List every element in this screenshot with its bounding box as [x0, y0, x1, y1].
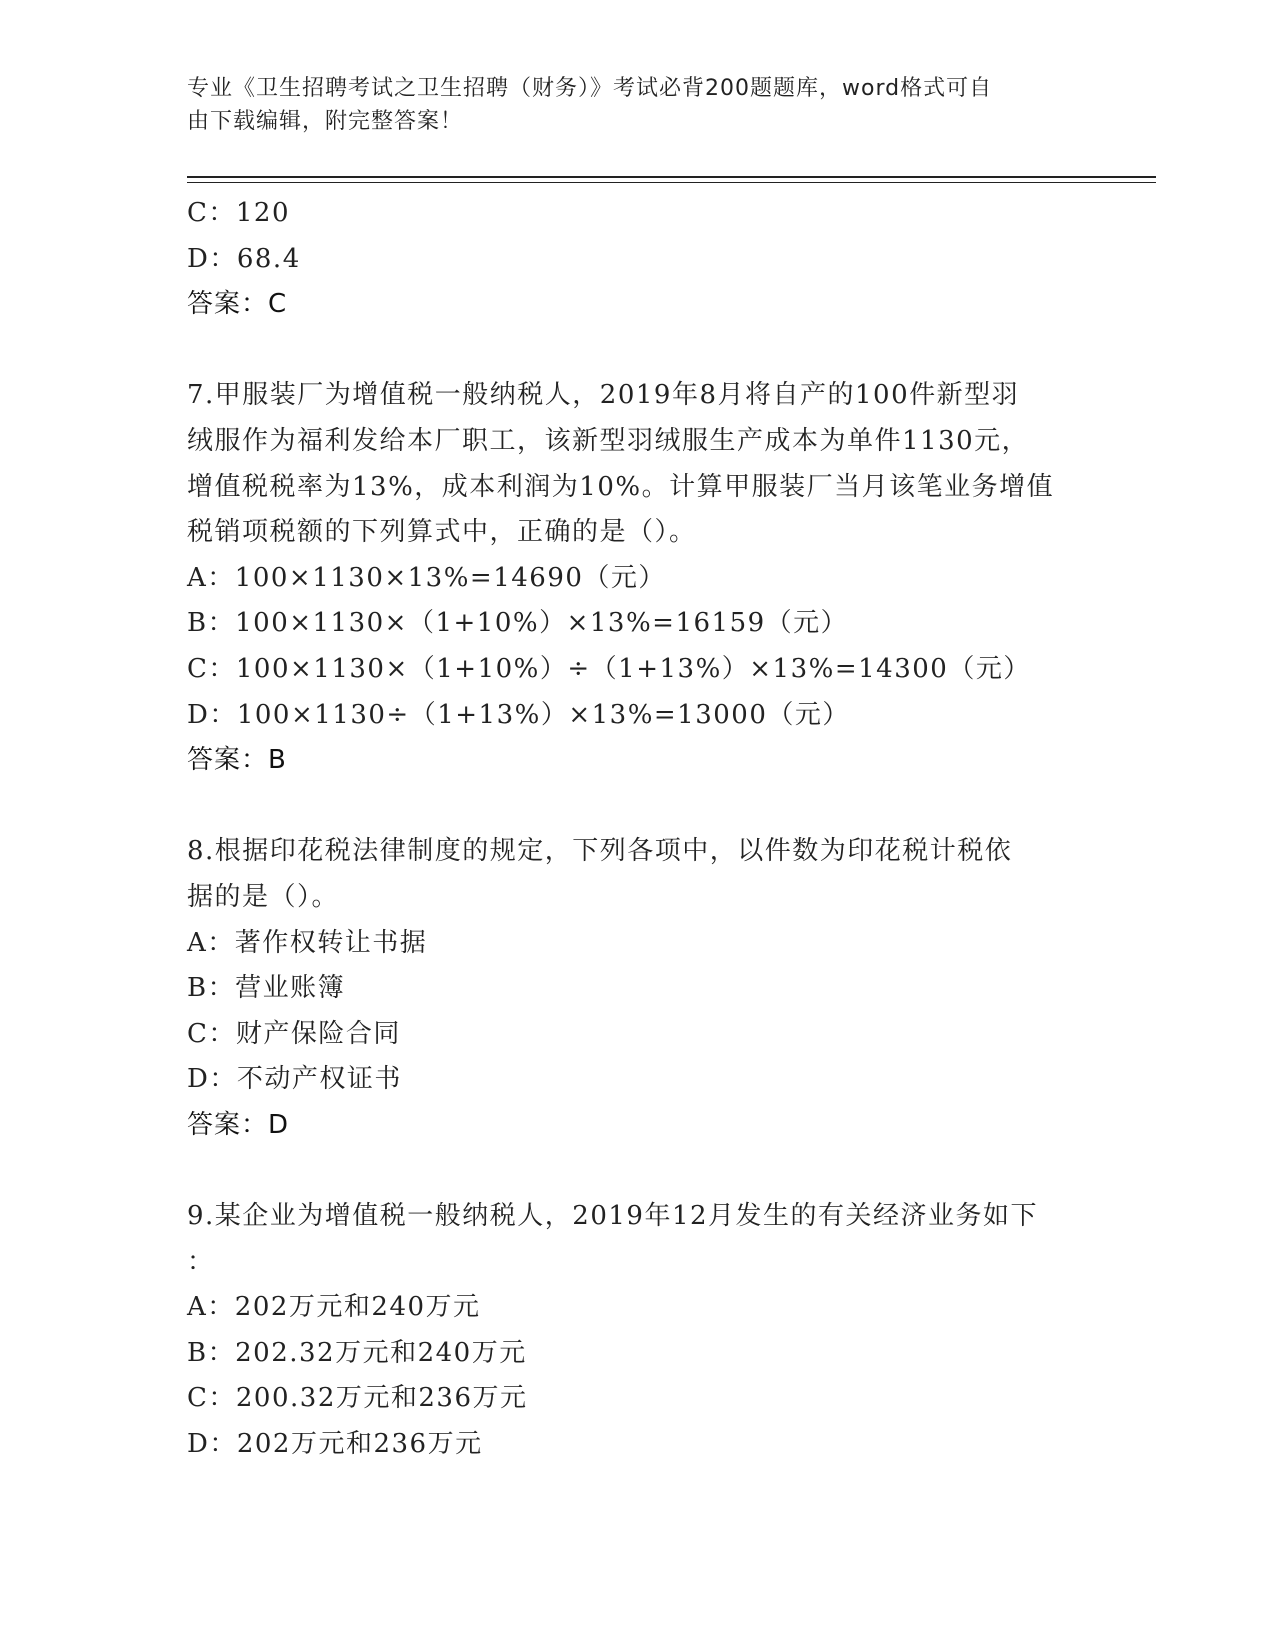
option-c: C：200.32万元和236万元 [187, 1383, 528, 1414]
question-stem: 8.根据印花税法律制度的规定，下列各项中，以件数为印花税计税依 [187, 836, 1013, 867]
option-a: A：202万元和240万元 [187, 1292, 481, 1323]
spacer [187, 328, 1087, 374]
option-d: D：202万元和236万元 [187, 1429, 483, 1460]
option-b: B：营业账簿 [187, 973, 346, 1004]
question-stem: 7.甲服装厂为增值税一般纳税人，2019年8月将自产的100件新型羽 [187, 380, 1020, 411]
option-a: A：100×1130×13%=14690（元） [187, 562, 666, 593]
option-c: C：100×1130×（1+10%）÷（1+13%）×13%=14300（元） [187, 653, 1031, 684]
question-6 [187, 191, 1087, 328]
option-b: B：100×1130×（1+10%）×13%=16159（元） [187, 608, 849, 639]
header-divider [187, 176, 1156, 178]
header-title-line-1: 专业《卫生招聘考试之卫生招聘（财务）》考试必背200题题库，word格式可自 [187, 76, 993, 101]
question-list [187, 191, 1087, 1468]
question-7 [187, 373, 1087, 783]
question-9 [187, 1194, 1087, 1468]
question-stem: 绒服作为福利发给本厂职工，该新型羽绒服生产成本为单件1130元， [187, 425, 1030, 456]
question-stem: 9.某企业为增值税一般纳税人，2019年12月发生的有关经济业务如下 [187, 1201, 1039, 1232]
answer-line: 答案：D [187, 1109, 290, 1140]
spacer [187, 784, 1087, 830]
option-c: C：财产保险合同 [187, 1018, 401, 1049]
option-d: D：不动产权证书 [187, 1064, 402, 1095]
option-d: D：100×1130÷（1+13%）×13%=13000（元） [187, 699, 850, 730]
header-divider-thin [187, 182, 1156, 183]
option-b: B：202.32万元和240万元 [187, 1337, 527, 1368]
option-d: D：68.4 [187, 243, 301, 274]
question-stem: 增值税税率为13%，成本利润为10%。计算甲服装厂当月该笔业务增值 [187, 471, 1055, 502]
question-8 [187, 829, 1087, 1148]
option-c: C：120 [187, 198, 291, 228]
header-title-line-2: 由下载编辑，附完整答案！ [187, 109, 464, 134]
question-stem: 据的是（）。 [187, 881, 340, 912]
page-header [187, 72, 1087, 138]
question-stem: ： [187, 1246, 215, 1277]
option-a: A：著作权转让书据 [187, 927, 428, 958]
spacer [187, 1148, 1087, 1194]
question-stem: 税销项税额的下列算式中，正确的是（）。 [187, 517, 697, 548]
answer-line: 答案：C [187, 289, 288, 320]
answer-line: 答案：B [187, 745, 287, 776]
